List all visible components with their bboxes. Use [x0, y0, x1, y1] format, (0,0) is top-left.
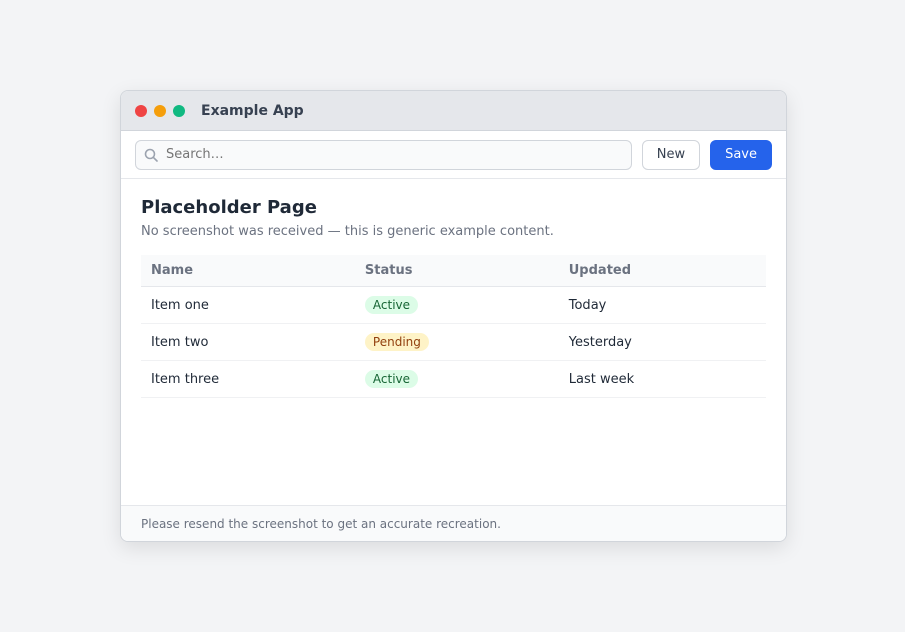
- cell-updated: Yesterday: [559, 324, 766, 361]
- main-content: [121, 179, 786, 416]
- table-row[interactable]: [141, 324, 766, 361]
- title-bar: [121, 91, 786, 131]
- column-header-status[interactable]: Status: [355, 255, 559, 287]
- window-controls: [135, 105, 185, 117]
- column-header-name[interactable]: Name: [141, 255, 355, 287]
- status-badge: Active: [365, 296, 418, 314]
- search-box[interactable]: [135, 140, 632, 170]
- new-button[interactable]: New: [642, 140, 700, 170]
- cell-name: Item two: [141, 324, 355, 361]
- items-table: [141, 255, 766, 398]
- toolbar: [121, 131, 786, 179]
- cell-status: [355, 361, 559, 398]
- cell-name: Item one: [141, 287, 355, 324]
- window-title: Example App: [201, 102, 304, 119]
- app-window: [120, 90, 787, 542]
- cell-updated: Last week: [559, 361, 766, 398]
- status-badge: Active: [365, 370, 418, 388]
- status-badge: Pending: [365, 333, 429, 351]
- cell-updated: Today: [559, 287, 766, 324]
- footer-notice: Please resend the screenshot to get an accurate recreation.: [121, 505, 786, 541]
- page-subtitle: No screenshot was received — this is generic example content.: [141, 224, 554, 239]
- cell-status: [355, 324, 559, 361]
- cell-status: [355, 287, 559, 324]
- maximize-window-icon[interactable]: [173, 105, 185, 117]
- page-title: Placeholder Page: [141, 197, 317, 218]
- table-header-row: [141, 255, 766, 287]
- save-button[interactable]: Save: [710, 140, 772, 170]
- cell-name: Item three: [141, 361, 355, 398]
- search-icon: [144, 148, 158, 162]
- minimize-window-icon[interactable]: [154, 105, 166, 117]
- table-row[interactable]: [141, 287, 766, 324]
- close-window-icon[interactable]: [135, 105, 147, 117]
- table-row[interactable]: [141, 361, 766, 398]
- search-input[interactable]: [164, 146, 623, 163]
- column-header-updated[interactable]: Updated: [559, 255, 766, 287]
